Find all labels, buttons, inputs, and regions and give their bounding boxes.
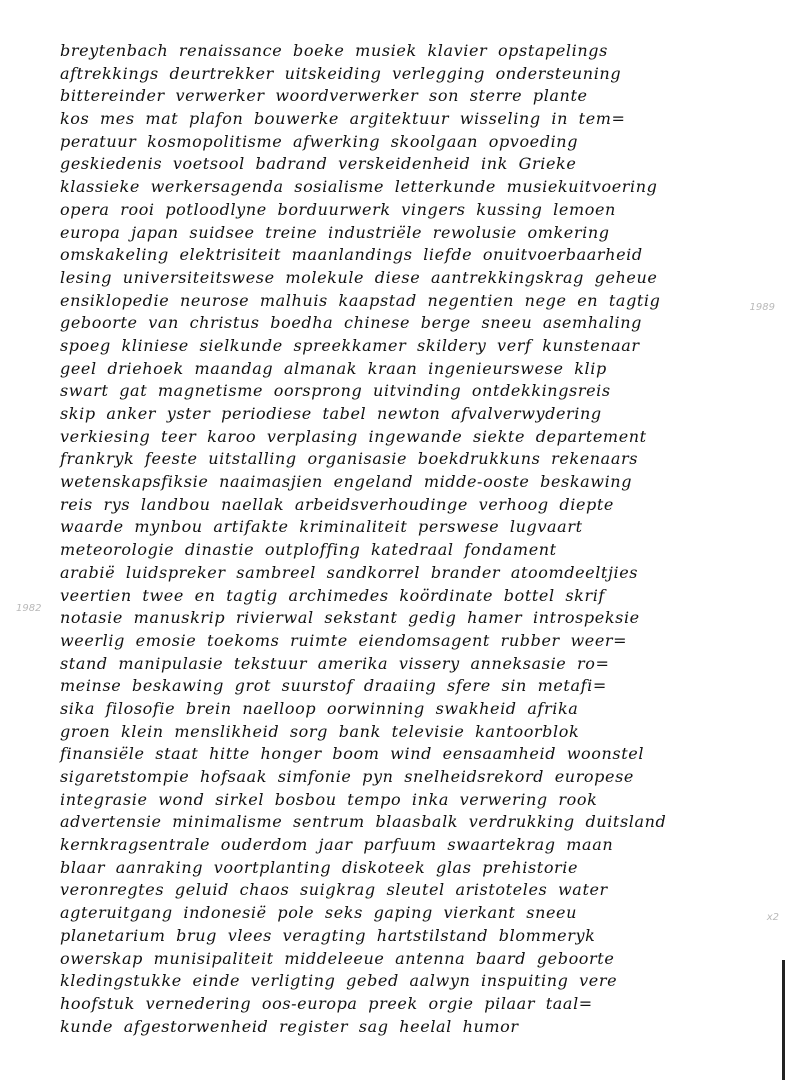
poem-line: omskakeling elektrisiteit maanlandings liefde onuitvoerbaarheid (60, 245, 643, 265)
poem-line: notasie manuskrip rivierwal sekstant gedig hamer introspeksie (60, 608, 640, 628)
poem-line: bittereinder verwerker woordverwerker son sterre plante (60, 86, 588, 106)
poem-line: finansiële staat hitte honger boom wind eensaamheid woonstel (60, 744, 645, 764)
poem-line: lesing universiteitswese molekule diese aantrekkingskrag geheue (60, 267, 658, 287)
poem-line: sika filosofie brein naelloop oorwinning swakheid afrika (60, 698, 579, 718)
poem-line: owerskap munisipaliteit middeleeue antenna baard geboorte (60, 948, 615, 968)
poem-line: kos mes mat plafon bouwerke argitektuur wisseling in tem= (60, 109, 626, 129)
poem-line: meinse beskawing grot suurstof draaiing sfere sin metafi= (60, 676, 607, 696)
poem-line: kledingstukke einde verligting gebed aalwyn inspuiting vere (60, 971, 618, 991)
poem-line: kunde afgestorwenheid register sag heelal humor (60, 1016, 519, 1036)
poem-line: europa japan suidsee treine industriële rewolusie omkering (60, 222, 610, 242)
poem-line: wetenskapsfiksie naaimasjien engeland midde-ooste beskawing (60, 472, 633, 492)
poem-line: ensiklopedie neurose malhuis kaapstad negentien nege en tagtig (60, 290, 661, 310)
poem-line: peratuur kosmopolitisme afwerking skoolgaan opvoeding (60, 131, 579, 151)
poem-line: stand manipulasie tekstuur amerika vissery anneksasie ro= (60, 653, 610, 673)
poem-line: geel driehoek maandag almanak kraan ingenieurswese klip (60, 358, 607, 378)
poem-line: geboorte van christus boedha chinese berge sneeu asemhaling (60, 313, 642, 333)
poem-line: spoeg kliniese sielkunde spreekkamer skildery verf kunstenaar (60, 335, 640, 355)
poem-line: advertensie minimalisme sentrum blaasbalk verdrukking duitsland (60, 812, 667, 832)
poem-line: veronregtes geluid chaos suigkrag sleutel aristoteles water (60, 880, 608, 900)
poem-line: swart gat magnetisme oorsprong uitvinding ontdekkingsreis (60, 381, 611, 401)
poem-line: frankryk feeste uitstalling organisasie boekdrukkuns rekenaars (60, 449, 639, 469)
poem-line: sigaretstompie hofsaak simfonie pyn snelheidsrekord europese (60, 767, 634, 786)
poem-line: weerlig emosie toekoms ruimte eiendomsagent rubber weer= (60, 630, 628, 650)
poem-line: skip anker yster periodiese tabel newton afvalverwydering (60, 404, 602, 423)
poem-line: klassieke werkersagenda sosialisme letterkunde musiekuitvoering (60, 177, 658, 197)
poem-line: opera rooi potloodlyne borduurwerk vingers kussing lemoen (60, 199, 616, 219)
poem-line: arabië luidspreker sambreel sandkorrel brander atoomdeeltjies (60, 562, 639, 582)
margin-note-year: 1989 (749, 302, 775, 313)
margin-note-x2: x2 (766, 912, 779, 923)
poem-line: blaar aanraking voortplanting diskoteek glas prehistorie (60, 857, 579, 877)
poem-line: integrasie wond sirkel bosbou tempo inka verwering rook (60, 789, 598, 809)
poem-line: planetarium brug vlees veragting hartstilstand blommeryk (60, 925, 596, 945)
poem-line: geskiedenis voetsool badrand verskeidenheid ink Grieke (60, 154, 577, 174)
poem-line: veertien twee en tagtig archimedes koördinate bottel skrif (60, 585, 605, 605)
margin-note-year-left: 1982 (16, 603, 42, 614)
poem-line: kernkragsentrale ouderdom jaar parfuum swaartekrag maan (60, 835, 614, 855)
poem-line: groen klein menslikheid sorg bank televisie kantoorblok (60, 721, 580, 741)
poem-line: aftrekkings deurtrekker uitskeiding verlegging ondersteuning (60, 63, 622, 83)
poem-text-block (60, 40, 720, 1038)
poem-line: reis rys landbou naellak arbeidsverhoudinge verhoog diepte (60, 494, 615, 514)
poem-line: verkiesing teer karoo verplasing ingewande siekte departement (60, 426, 647, 446)
poem-line: agteruitgang indonesië pole seks gaping vierkant sneeu (60, 903, 578, 923)
poem-line: hoofstuk vernedering oos-europa preek orgie pilaar taal= (60, 993, 593, 1013)
poem-line: breytenbach renaissance boeke musiek klavier opstapelings (60, 41, 608, 60)
poem-line: waarde mynbou artifakte kriminaliteit perswese lugvaart (60, 517, 583, 537)
poem-line: meteorologie dinastie outploffing katedraal fondament (60, 540, 557, 560)
